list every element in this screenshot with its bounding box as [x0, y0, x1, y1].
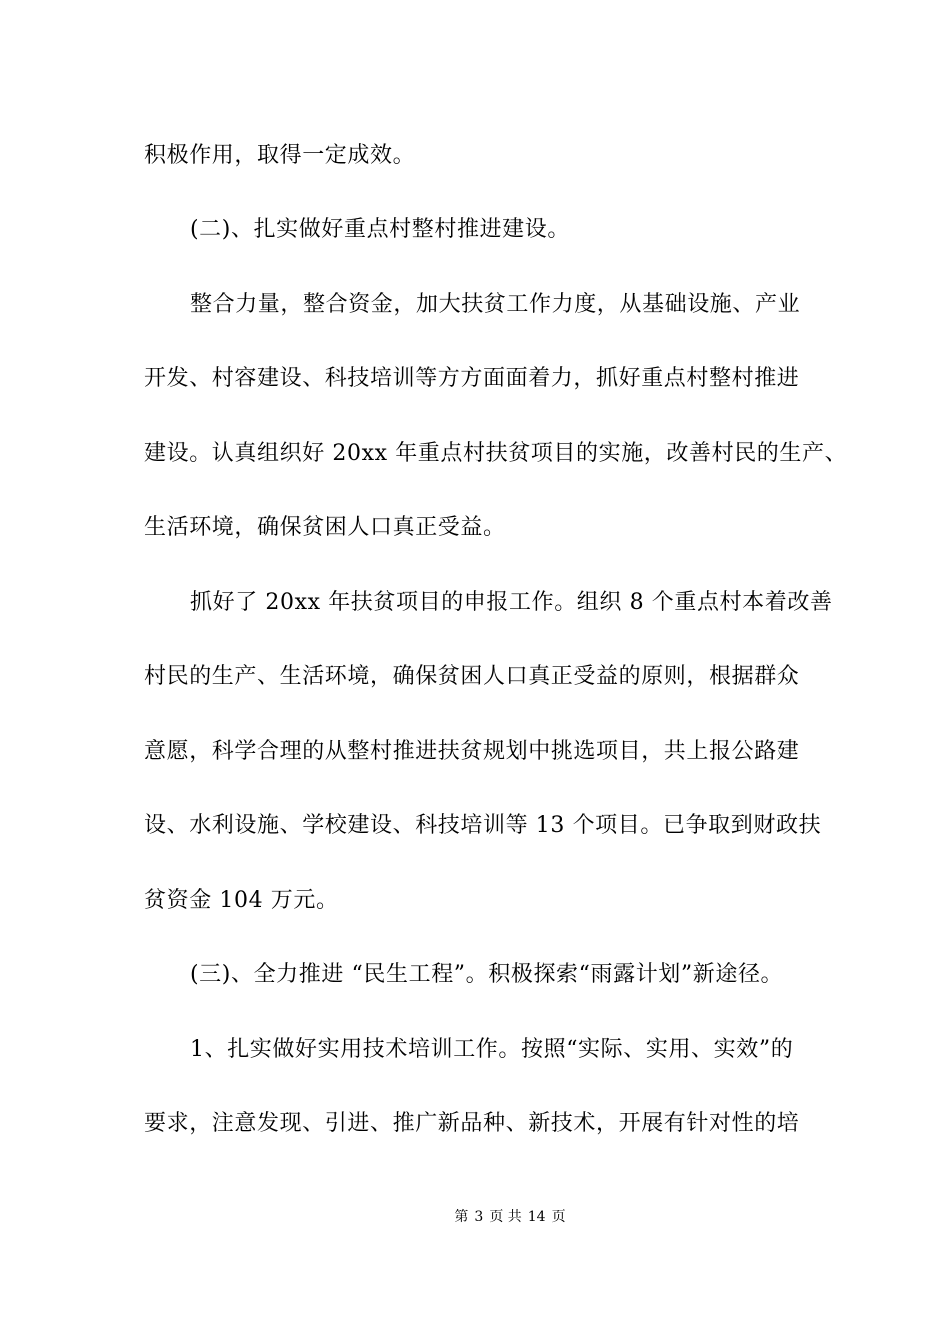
footer-mid: 页 共: [489, 1209, 522, 1225]
paragraph-line: 意愿，科学合理的从整村推进扶贫规划中挑选项目，共上报公路建: [144, 739, 800, 764]
paragraph-line: 整合力量，整合资金，加大扶贫工作力度，从基础设施、产业: [190, 292, 801, 317]
paragraph-line: 贫资金 104 万元。: [144, 888, 339, 913]
paragraph-line: 积极作用，取得一定成效。: [144, 143, 416, 168]
section-heading: (二)、扎实做好重点村整村推进建设。: [190, 217, 570, 242]
footer-suffix: 页: [551, 1209, 566, 1225]
paragraph-line: 抓好了 20xx 年扶贫项目的申报工作。组织 8 个重点村本着改善: [190, 590, 833, 615]
footer-current-page: 3: [474, 1209, 484, 1225]
paragraph-line: 设、水利设施、学校建设、科技培训等 13 个项目。已争取到财政扶: [144, 813, 822, 838]
paragraph-line: 建设。认真组织好 20xx 年重点村扶贫项目的实施，改善村民的生产、: [144, 441, 848, 466]
page-footer: [0, 1207, 950, 1227]
footer-prefix: 第: [454, 1209, 469, 1225]
paragraph-line: 村民的生产、生活环境，确保贫困人口真正受益的原则，根据群众: [144, 664, 800, 689]
paragraph-line: 要求，注意发现、引进、推广新品种、新技术，开展有针对性的培: [144, 1111, 800, 1136]
section-heading: (三)、全力推进 “民生工程”。积极探索“雨露计划”新途径。: [190, 962, 784, 987]
footer-total-pages: 14: [527, 1209, 546, 1225]
paragraph-line: 1、扎实做好实用技术培训工作。按照“实际、实用、实效”的: [190, 1037, 794, 1062]
paragraph-line: 开发、村容建设、科技培训等方方面面着力，抓好重点村整村推进: [144, 366, 800, 391]
paragraph-line: 生活环境，确保贫困人口真正受益。: [144, 515, 506, 540]
